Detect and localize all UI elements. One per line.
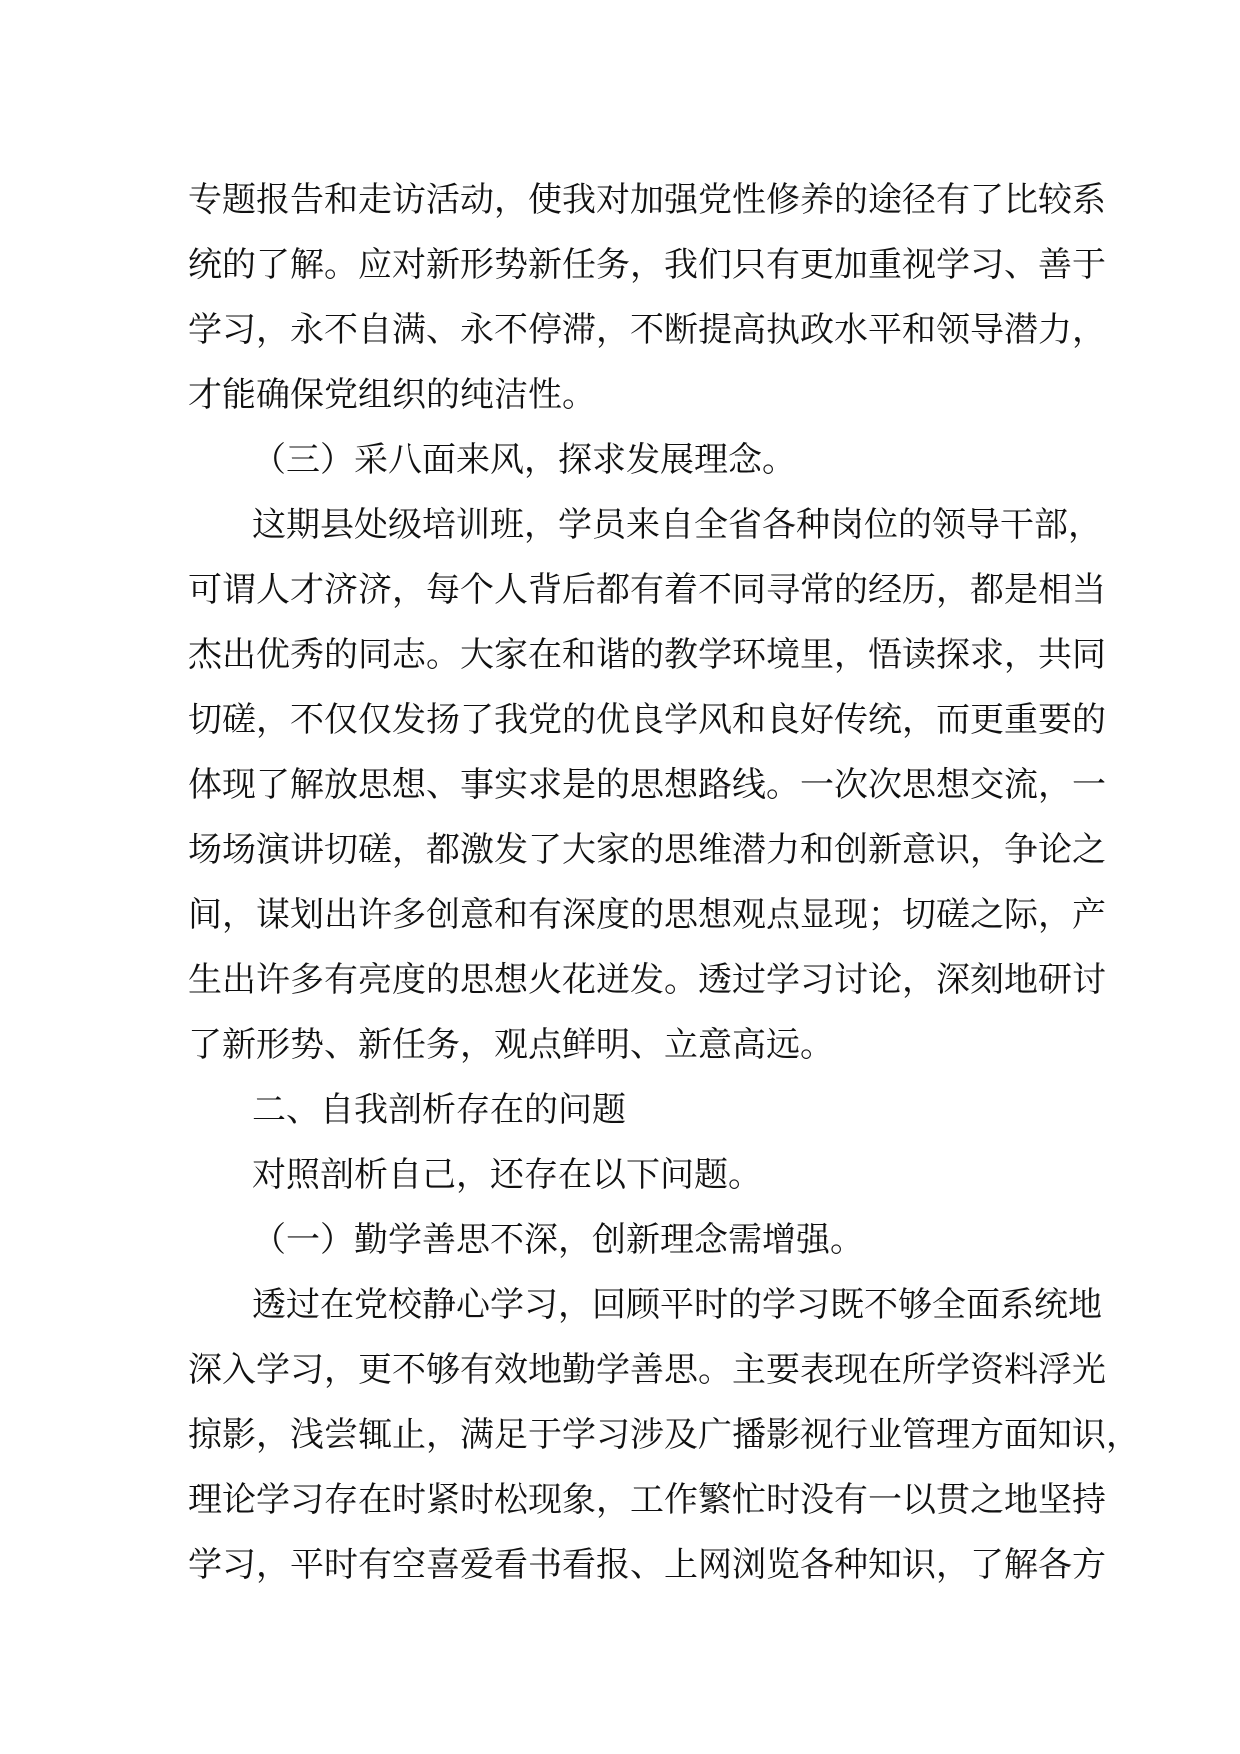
text-line: 理论学习存在时紧时松现象，工作繁忙时没有一以贯之地坚持 [188, 1480, 1106, 1520]
text-line: 间，谋划出许多创意和有深度的思想观点显现；切磋之际，产 [188, 895, 1106, 935]
text-line: 可谓人才济济，每个人背后都有着不同寻常的经历，都是相当 [188, 570, 1106, 610]
text-line: 生出许多有亮度的思想火花迸发。透过学习讨论，深刻地研讨 [188, 960, 1106, 1000]
section-heading: （一）勤学善思不深，创新理念需增强。 [252, 1220, 864, 1260]
section-heading: （三）采八面来风，探求发展理念。 [252, 440, 796, 480]
text-line: 了新形势、新任务，观点鲜明、立意高远。 [188, 1025, 834, 1065]
text-line: 切磋，不仅仅发扬了我党的优良学风和良好传统，而更重要的 [188, 700, 1106, 740]
text-line: 对照剖析自己，还存在以下问题。 [252, 1155, 762, 1195]
text-line: 掠影，浅尝辄止，满足于学习涉及广播影视行业管理方面知识， [188, 1415, 1140, 1455]
document-body [188, 168, 1140, 1598]
text-line: 才能确保党组织的纯洁性。 [188, 375, 596, 415]
text-line: 深入学习，更不够有效地勤学善思。主要表现在所学资料浮光 [188, 1350, 1106, 1390]
text-line: 这期县处级培训班，学员来自全省各种岗位的领导干部， [252, 505, 1102, 545]
text-line: 学习，永不自满、永不停滞，不断提高执政水平和领导潜力， [188, 310, 1106, 350]
text-line: 体现了解放思想、事实求是的思想路线。一次次思想交流，一 [188, 765, 1106, 805]
section-heading: 二、自我剖析存在的问题 [252, 1090, 626, 1130]
text-line: 专题报告和走访活动，使我对加强党性修养的途径有了比较系 [188, 180, 1106, 220]
text-line: 学习，平时有空喜爱看书看报、上网浏览各种知识，了解各方 [188, 1545, 1106, 1585]
text-line: 透过在党校静心学习，回顾平时的学习既不够全面系统地 [252, 1285, 1102, 1325]
text-line: 杰出优秀的同志。大家在和谐的教学环境里，悟读探求，共同 [188, 635, 1106, 675]
text-line: 场场演讲切磋，都激发了大家的思维潜力和创新意识，争论之 [188, 830, 1106, 870]
text-line: 统的了解。应对新形势新任务，我们只有更加重视学习、善于 [188, 245, 1106, 285]
